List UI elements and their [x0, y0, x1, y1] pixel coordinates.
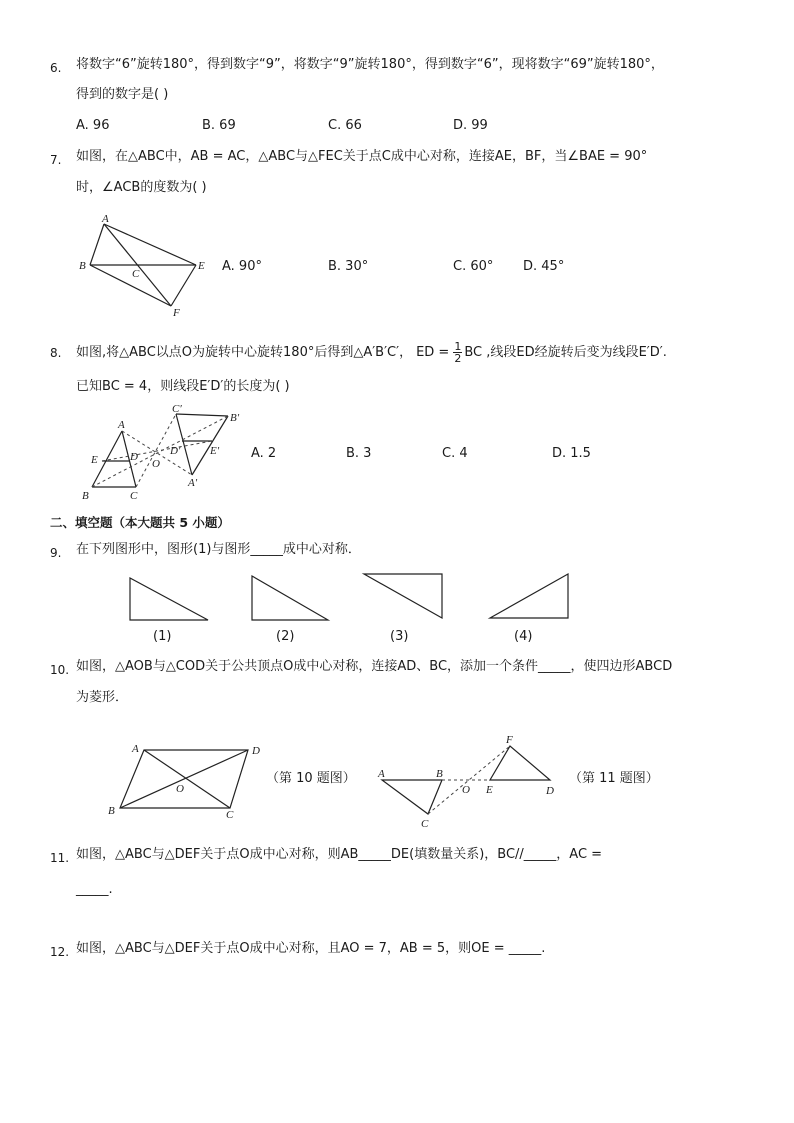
q11-number: 11. — [50, 851, 70, 865]
q10-figure — [104, 738, 274, 823]
q10-number: 10. — [50, 663, 70, 677]
q11-figure — [372, 730, 572, 830]
q9-triangle-4 — [490, 574, 568, 618]
q6-option-d: D. 99 — [453, 118, 488, 133]
q7-label-b: B — [79, 260, 86, 272]
q8-fraction — [453, 341, 462, 364]
q10-label-d: D — [252, 745, 260, 757]
q7-number: 7. — [50, 153, 62, 167]
q12-number: 12. — [50, 945, 70, 959]
q8-option-b: B. 3 — [346, 446, 372, 461]
q9-caption-2: (2) — [276, 629, 295, 644]
q7-label-f: F — [173, 307, 180, 319]
q8-fraction-denominator: 2 — [454, 352, 462, 365]
q7-figure — [76, 210, 216, 320]
q8-label-d-prime: D′ — [170, 445, 181, 457]
q7-label-c: C — [132, 268, 140, 280]
q8-label-o: O — [152, 458, 160, 470]
q8-label-a: A — [118, 419, 125, 431]
q11-label-d: D — [546, 785, 554, 797]
q7-stem-line1: 如图，在△ABC中，AB = AC，△ABC与△FEC关于点C成中心对称，连接AE，BF，当∠BAE = 90° — [76, 149, 648, 164]
q7-label-e: E — [198, 260, 205, 272]
q6-option-c: C. 66 — [328, 118, 362, 133]
q7-stem-line2: 时，∠ACB的度数为( ) — [76, 180, 207, 195]
q10-label-a: A — [132, 743, 139, 755]
q10-stem-line2: 为菱形． — [76, 690, 129, 705]
q10-label-c: C — [226, 809, 234, 821]
q8-label-e-prime: E′ — [210, 445, 220, 457]
q9-caption-4: (4) — [514, 629, 533, 644]
q9-stem: 在下列图形中，图形(1)与图形_____成中心对称． — [76, 542, 361, 557]
q11-label-a: A — [378, 768, 385, 780]
q8-stem-part2: ED = — [416, 344, 450, 360]
q12-stem: 如图，△ABC与△DEF关于点O成中心对称，且AO = 7，AB = 5，则OE = _____. — [76, 941, 546, 956]
q8-number: 8. — [50, 346, 62, 360]
q8-option-a: A. 2 — [251, 446, 277, 461]
q11-label-e: E — [486, 784, 493, 796]
q8-stem-line2: 已知BC = 4，则线段E′D′的长度为( ) — [76, 379, 290, 394]
q8-label-b: B — [82, 490, 89, 502]
q7-option-c: C. 60° — [453, 259, 494, 274]
q8-stem-line1 — [76, 341, 667, 364]
q8-label-a-prime: A′ — [188, 477, 198, 489]
q7-option-b: B. 30° — [328, 259, 369, 274]
q11-figure-caption: （第 11 题图） — [569, 771, 659, 786]
q6-stem-line1: 将数字“6”旋转180°，得到数字“9”，将数字“9”旋转180°，得到数字“6”，现将数字“69”旋转180°， — [76, 57, 664, 72]
q6-option-b: B. 69 — [202, 118, 236, 133]
q6-option-a: A. 96 — [76, 118, 110, 133]
q11-stem-line2: _____. — [76, 882, 113, 897]
q9-triangle-2 — [252, 576, 328, 620]
q7-option-d: D. 45° — [523, 259, 565, 274]
q8-option-d: D. 1.5 — [552, 446, 591, 461]
q9-triangle-3 — [364, 574, 442, 618]
q6-stem-line2: 得到的数字是( ) — [76, 87, 169, 102]
q8-option-c: C. 4 — [442, 446, 468, 461]
q8-label-c: C — [130, 490, 138, 502]
section-heading: 二、填空题（本大题共 5 小题） — [50, 515, 230, 530]
q9-triangle-1 — [130, 578, 208, 620]
q9-number: 9. — [50, 546, 62, 560]
q10-figure-caption: （第 10 题图） — [266, 771, 356, 786]
q11-label-f: F — [506, 734, 513, 746]
q8-label-b-prime: B′ — [230, 412, 240, 424]
q10-label-b: B — [108, 805, 115, 817]
q11-label-b: B — [436, 768, 443, 780]
q9-caption-3: (3) — [390, 629, 409, 644]
q8-stem-part3: BC ,线段ED经旋转后变为线段E′D′. — [464, 344, 667, 360]
q8-figure — [80, 403, 250, 503]
q8-stem-part1: 如图,将△ABC以点O为旋转中心旋转180°后得到△A′B′C′， — [76, 344, 413, 360]
q8-label-c-prime: C′ — [172, 403, 182, 415]
q11-stem-line1: 如图，△ABC与△DEF关于点O成中心对称，则AB_____DE(填数量关系)，BC//_____，AC = — [76, 847, 603, 862]
q9-figures — [120, 570, 580, 650]
q9-caption-1: (1) — [153, 629, 172, 644]
q7-option-a: A. 90° — [222, 259, 262, 274]
q11-label-o: O — [462, 784, 470, 796]
q11-label-c: C — [421, 818, 429, 830]
q8-label-d: D — [130, 451, 138, 463]
q10-label-o: O — [176, 783, 184, 795]
q10-stem-line1: 如图，△AOB与△COD关于公共顶点O成中心对称，连接AD、BC，添加一个条件_____，使四边形ABCD — [76, 659, 673, 674]
q7-label-a: A — [102, 213, 109, 225]
q8-fraction-numerator: 1 — [454, 340, 462, 353]
q6-number: 6. — [50, 61, 62, 75]
q8-label-e: E — [91, 454, 98, 466]
